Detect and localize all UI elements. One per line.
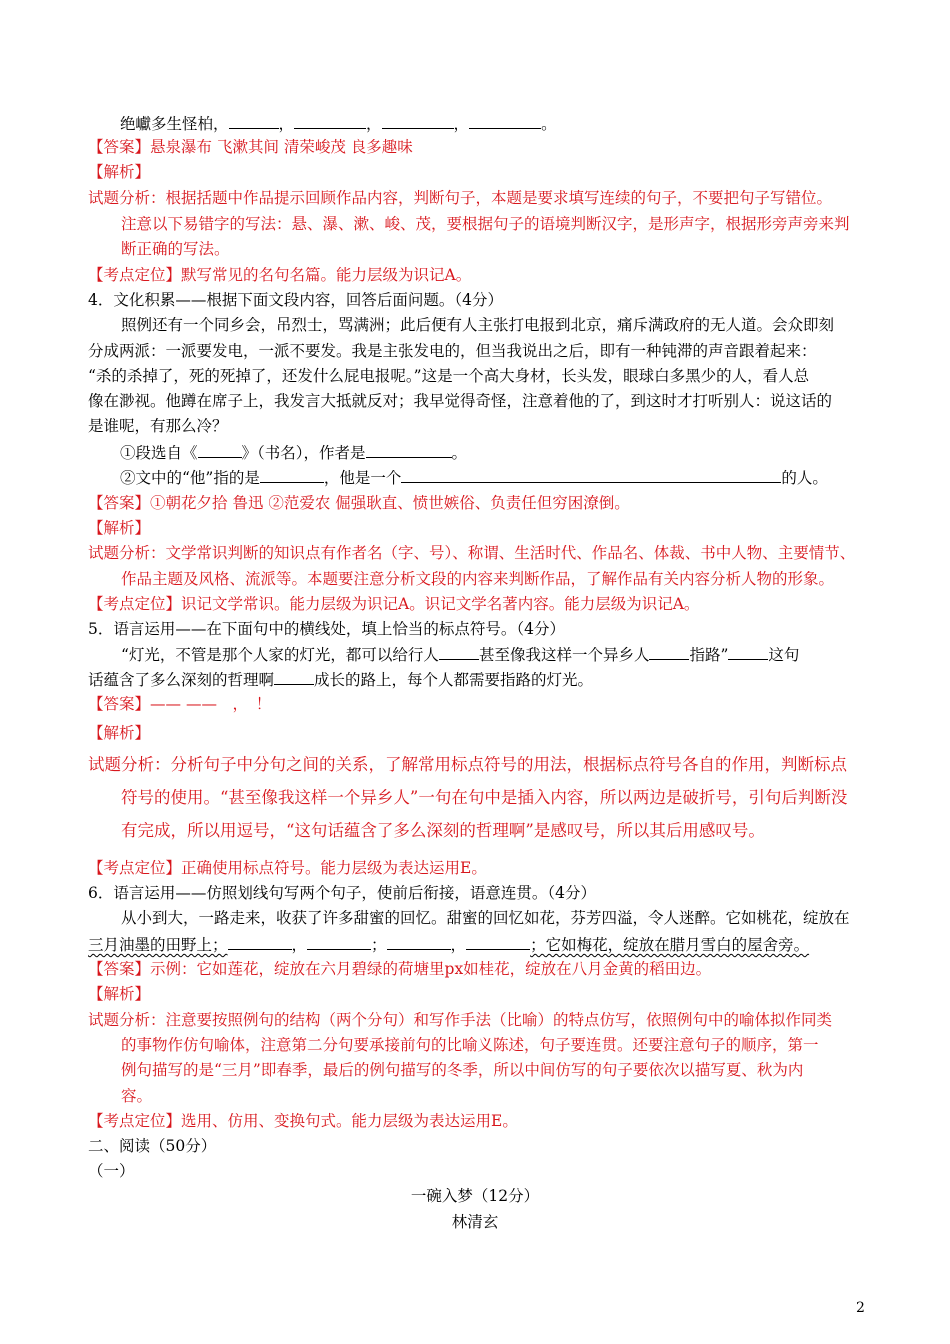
q3-answer: 【答案】悬泉瀑布 飞漱其间 清荣峻茂 良多趣味 <box>88 138 413 156</box>
blank[interactable] <box>649 643 689 660</box>
part-heading: （一） <box>88 1162 135 1180</box>
blank[interactable] <box>387 933 451 950</box>
blank[interactable] <box>382 112 454 129</box>
q5-analysis-line: 试题分析：分析句子中分句之间的关系，了解常用标点符号的用法，根据标点符号各自的作用，判断标点 <box>88 755 847 774</box>
blank[interactable] <box>469 112 541 129</box>
q6-answer: 【答案】示例：它如莲花，绽放在六月碧绿的荷塘里px如桂花，绽放在八月金黄的稻田边。 <box>88 960 712 978</box>
q3-analysis-tag: 【解析】 <box>88 163 151 181</box>
article-author: 林清玄 <box>451 1213 499 1231</box>
blank[interactable] <box>466 933 530 950</box>
blank[interactable] <box>439 643 479 660</box>
section-heading: 二、阅读（50分） <box>88 1137 217 1155</box>
q4-passage-line: “杀的杀掉了，死的死掉了，还发什么屁电报呢。”这是一个高大身材，长头发，眼球白多黑少的人，看人总 <box>88 367 810 385</box>
article-title: 一碗入梦（12分） <box>410 1187 540 1205</box>
q4-analysis-tag: 【解析】 <box>88 519 151 537</box>
q3-analysis-line: 注意以下易错字的写法：悬、瀑、漱、峻、茂，要根据句子的语境判断汉字，是形声字，根据形旁声旁来判 <box>121 215 850 233</box>
blank[interactable] <box>366 441 452 458</box>
q3-kaodian: 【考点定位】默写常见的名句名篇。能力层级为识记A。 <box>88 266 472 284</box>
blank[interactable] <box>229 112 279 129</box>
q6-analysis-line: 例句描写的是“三月”即春季，最后的例句描写的冬季，所以中间仿写的句子要依次以描写夏、秋为内 <box>121 1061 804 1079</box>
q3-fill-line: 绝巘多生怪柏， ， ， ， 。 <box>120 112 557 135</box>
q5-analysis-line: 有完成，所以用逗号，“这句话蕴含了多么深刻的哲理啊”是感叹号，所以其后用感叹号。 <box>121 821 765 840</box>
q5-answer: 【答案】—— —— ， ！ <box>88 695 272 713</box>
blank[interactable] <box>294 112 366 129</box>
blank[interactable] <box>260 466 324 483</box>
q4-sub2: ②文中的“他”指的是 ，他是一个 的人。 <box>120 466 828 489</box>
q6-sentence-line: 从小到大，一路走来，收获了许多甜蜜的回忆。甜蜜的回忆如花，芬芳四溢，令人迷醉。它如桃花，绽放在 <box>121 909 850 927</box>
q5-analysis-line: 符号的使用。“甚至像我这样一个异乡人”一句在句中是插入内容，所以两边是破折号，引句后判断没 <box>121 788 848 807</box>
q4-analysis-line: 试题分析：文学常识判断的知识点有作者名（字、号）、称谓、生活时代、作品名、体裁、书中人物、主要情节、 <box>88 544 856 562</box>
blank[interactable] <box>274 668 314 685</box>
q6-title: 6．语言运用——仿照划线句写两个句子，使前后衔接，语意连贯。（4分） <box>88 884 596 902</box>
q5-analysis-tag: 【解析】 <box>88 724 151 742</box>
q6-analysis-line: 试题分析：注意要按照例句的结构（两个分句）和写作手法（比喻）的特点仿写，依照例句中的喻体拟作同类 <box>88 1011 833 1029</box>
blank[interactable] <box>307 933 371 950</box>
q5-sentence-line: 话蕴含了多么深刻的哲理啊 成长的路上，每个人都需要指路的灯光。 <box>88 668 593 691</box>
blank[interactable] <box>401 466 781 483</box>
q6-analysis-tag: 【解析】 <box>88 985 151 1003</box>
q4-passage-line: 分成两派：一派要发电，一派不要发。我是主张发电的，但当我说出之后，即有一种钝滞的声音跟着起来： <box>88 342 817 360</box>
q4-passage-line: 像在渺视。他蹲在席子上，我发言大抵就反对；我早觉得奇怪，注意着他的了，到这时才打听别人：说这话的 <box>88 392 833 410</box>
q3-analysis-line: 试题分析：根据括题中作品提示回顾作品内容，判断句子，本题是要求填写连续的句子，不要把句子写错位。 <box>88 189 833 207</box>
q5-title: 5．语言运用——在下面句中的横线处，填上恰当的标点符号。（4分） <box>88 620 565 638</box>
q6-analysis-line: 容。 <box>121 1087 153 1105</box>
blank[interactable] <box>228 933 292 950</box>
blank[interactable] <box>728 643 768 660</box>
q6-analysis-line: 的事物作仿句喻体，注意第二分句要承接前句的比喻义陈述，句子要连贯。还要注意句子的顺序，第一 <box>121 1036 819 1054</box>
blank[interactable] <box>198 441 242 458</box>
page-number: 2 <box>856 1300 865 1316</box>
q4-sub1: ①段选自《 》（书名），作者是 。 <box>120 441 467 464</box>
q4-passage-line: 是谁呢，有那么冷？ <box>88 417 228 435</box>
q4-passage-line: 照例还有一个同乡会，吊烈士，骂满洲；此后便有人主张打电报到北京，痛斥满政府的无人道。会众即刻 <box>121 316 835 334</box>
q4-analysis-line: 作品主题及风格、流派等。本题要注意分析文段的内容来判断作品，了解作品有关内容分析人物的形象。 <box>121 570 835 588</box>
q4-title: 4．文化积累——根据下面文段内容，回答后面问题。（4分） <box>88 291 503 309</box>
q6-kaodian: 【考点定位】选用、仿用、变换句式。能力层级为表达运用E。 <box>88 1112 518 1130</box>
q6-sentence-line: 三月油墨的田野上； ， ； ， ；它如梅花，绽放在腊月雪白的屋舍旁。 <box>88 933 809 956</box>
q3-analysis-line: 断正确的写法。 <box>121 240 230 258</box>
q4-answer: 【答案】①朝花夕拾 鲁迅 ②范爱农 倔强耿直、愤世嫉俗、负责任但穷困潦倒。 <box>88 494 630 512</box>
q4-kaodian: 【考点定位】识记文学常识。能力层级为识记A。识记文学名著内容。能力层级为识记A。 <box>88 595 700 613</box>
q5-kaodian: 【考点定位】正确使用标点符号。能力层级为表达运用E。 <box>88 859 487 877</box>
q5-sentence-line: “灯光，不管是那个人家的灯光，都可以给行人 甚至像我这样一个异乡人 指路” 这句 <box>121 643 799 666</box>
